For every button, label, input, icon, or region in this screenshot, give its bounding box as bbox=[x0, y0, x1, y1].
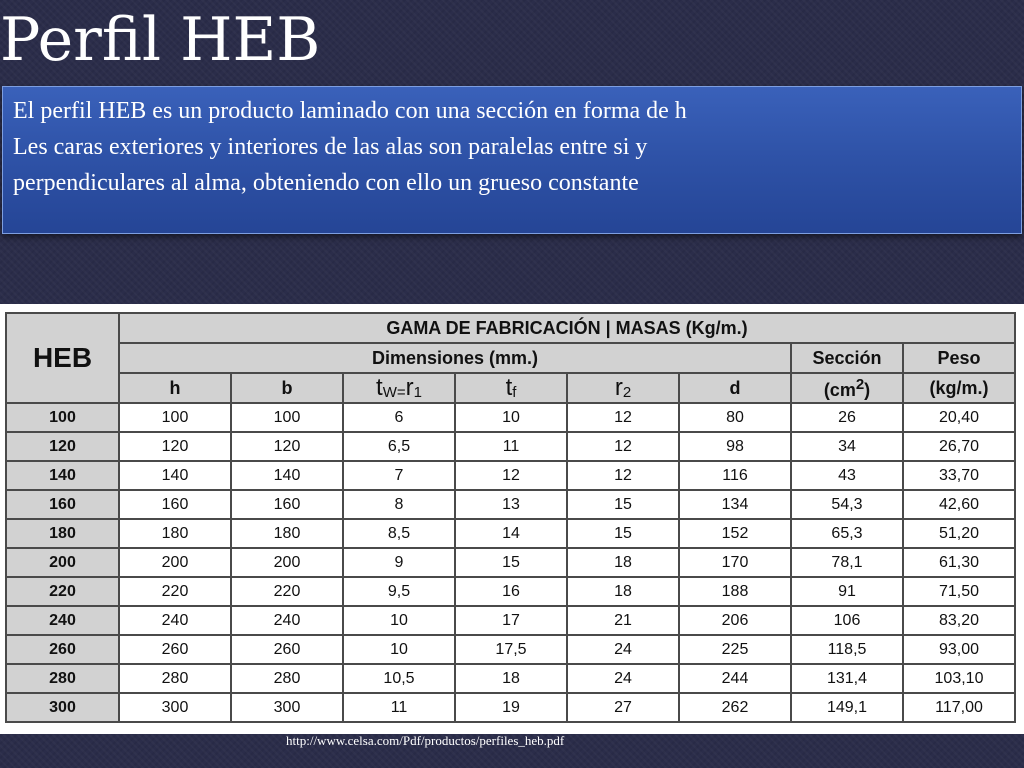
tw-subscript: W= bbox=[382, 384, 406, 401]
table-cell: 180 bbox=[119, 519, 231, 548]
table-cell: 21 bbox=[567, 606, 679, 635]
table-cell: 131,4 bbox=[791, 664, 903, 693]
seccion-unit-exponent: 2 bbox=[855, 375, 865, 393]
row-profile-size: 120 bbox=[6, 432, 119, 461]
description-line: perpendiculares al alma, obteniendo con ello un grueso constante bbox=[13, 170, 639, 196]
row-profile-size: 260 bbox=[6, 635, 119, 664]
slide-title: Perfil HEB bbox=[0, 5, 321, 75]
table-cell: 42,60 bbox=[903, 490, 1015, 519]
table-cell: 20,40 bbox=[903, 403, 1015, 432]
table-cell: 26,70 bbox=[903, 432, 1015, 461]
table-cell: 16 bbox=[455, 577, 567, 606]
table-cell: 240 bbox=[119, 606, 231, 635]
col-header-seccion-unit bbox=[791, 373, 903, 403]
r2-symbol: r bbox=[614, 374, 623, 401]
table-cell: 12 bbox=[567, 461, 679, 490]
table-cell: 18 bbox=[567, 577, 679, 606]
table-cell: 152 bbox=[679, 519, 791, 548]
table-row bbox=[6, 577, 1015, 606]
table-cell: 100 bbox=[119, 403, 231, 432]
table-corner-label: HEB bbox=[6, 313, 119, 403]
description-box bbox=[2, 86, 1022, 234]
table-cell: 15 bbox=[455, 548, 567, 577]
table-row bbox=[6, 461, 1015, 490]
table-cell: 9 bbox=[343, 548, 455, 577]
row-profile-size: 200 bbox=[6, 548, 119, 577]
table-cell: 10 bbox=[343, 635, 455, 664]
table-cell: 220 bbox=[231, 577, 343, 606]
table-cell: 260 bbox=[119, 635, 231, 664]
table-cell: 100 bbox=[231, 403, 343, 432]
table-cell: 118,5 bbox=[791, 635, 903, 664]
header-dimensions: Dimensiones (mm.) bbox=[119, 343, 791, 373]
col-header-peso-unit: (kg/m.) bbox=[903, 373, 1015, 403]
table-cell: 300 bbox=[231, 693, 343, 722]
table-cell: 9,5 bbox=[343, 577, 455, 606]
table-cell: 260 bbox=[231, 635, 343, 664]
table-row bbox=[6, 664, 1015, 693]
table-cell: 240 bbox=[231, 606, 343, 635]
row-profile-size: 240 bbox=[6, 606, 119, 635]
table-cell: 11 bbox=[455, 432, 567, 461]
table-cell: 160 bbox=[231, 490, 343, 519]
table-row bbox=[6, 606, 1015, 635]
table-cell: 12 bbox=[567, 403, 679, 432]
table-cell: 117,00 bbox=[903, 693, 1015, 722]
table-cell: 19 bbox=[455, 693, 567, 722]
table-cell: 200 bbox=[231, 548, 343, 577]
table-cell: 15 bbox=[567, 490, 679, 519]
table-cell: 262 bbox=[679, 693, 791, 722]
table-cell: 300 bbox=[119, 693, 231, 722]
r2-subscript: 2 bbox=[622, 384, 632, 401]
table-row bbox=[6, 432, 1015, 461]
col-header-d: d bbox=[679, 373, 791, 403]
table-cell: 26 bbox=[791, 403, 903, 432]
col-header-h: h bbox=[119, 373, 231, 403]
table-cell: 80 bbox=[679, 403, 791, 432]
table-cell: 106 bbox=[791, 606, 903, 635]
table-cell: 280 bbox=[119, 664, 231, 693]
table-cell: 103,10 bbox=[903, 664, 1015, 693]
table-body bbox=[6, 403, 1015, 722]
heb-table-panel bbox=[0, 304, 1024, 734]
seccion-unit: (cm bbox=[823, 379, 856, 400]
table-cell: 10 bbox=[455, 403, 567, 432]
table-cell: 149,1 bbox=[791, 693, 903, 722]
table-cell: 93,00 bbox=[903, 635, 1015, 664]
table-cell: 8 bbox=[343, 490, 455, 519]
table-cell: 33,70 bbox=[903, 461, 1015, 490]
table-cell: 78,1 bbox=[791, 548, 903, 577]
tf-subscript: f bbox=[512, 384, 517, 401]
table-cell: 6 bbox=[343, 403, 455, 432]
description-line: El perfil HEB es un producto laminado con una sección en forma de h bbox=[13, 98, 687, 124]
table-cell: 34 bbox=[791, 432, 903, 461]
table-cell: 10 bbox=[343, 606, 455, 635]
header-gama: GAMA DE FABRICACIÓN | MASAS (Kg/m.) bbox=[119, 313, 1015, 343]
table-cell: 15 bbox=[567, 519, 679, 548]
tf-symbol: t bbox=[505, 374, 513, 401]
table-row bbox=[6, 693, 1015, 722]
col-header-r2 bbox=[567, 373, 679, 403]
seccion-unit-close: ) bbox=[864, 379, 871, 400]
table-cell: 220 bbox=[119, 577, 231, 606]
col-header-b: b bbox=[231, 373, 343, 403]
table-cell: 12 bbox=[455, 461, 567, 490]
table-cell: 170 bbox=[679, 548, 791, 577]
table-cell: 27 bbox=[567, 693, 679, 722]
table-cell: 14 bbox=[455, 519, 567, 548]
table-cell: 160 bbox=[119, 490, 231, 519]
table-row bbox=[6, 635, 1015, 664]
row-profile-size: 100 bbox=[6, 403, 119, 432]
row-profile-size: 160 bbox=[6, 490, 119, 519]
table-cell: 12 bbox=[567, 432, 679, 461]
table-cell: 134 bbox=[679, 490, 791, 519]
table-cell: 24 bbox=[567, 664, 679, 693]
table-cell: 10,5 bbox=[343, 664, 455, 693]
table-cell: 18 bbox=[455, 664, 567, 693]
table-cell: 83,20 bbox=[903, 606, 1015, 635]
col-header-tw-r1 bbox=[343, 373, 455, 403]
table-cell: 116 bbox=[679, 461, 791, 490]
table-cell: 98 bbox=[679, 432, 791, 461]
table-cell: 51,20 bbox=[903, 519, 1015, 548]
row-profile-size: 280 bbox=[6, 664, 119, 693]
table-cell: 200 bbox=[119, 548, 231, 577]
table-cell: 54,3 bbox=[791, 490, 903, 519]
table-cell: 120 bbox=[231, 432, 343, 461]
table-cell: 91 bbox=[791, 577, 903, 606]
table-cell: 6,5 bbox=[343, 432, 455, 461]
header-seccion: Sección bbox=[791, 343, 903, 373]
table-cell: 180 bbox=[231, 519, 343, 548]
table-cell: 11 bbox=[343, 693, 455, 722]
table-cell: 280 bbox=[231, 664, 343, 693]
r1-symbol: r bbox=[405, 374, 414, 401]
table-row bbox=[6, 490, 1015, 519]
row-profile-size: 180 bbox=[6, 519, 119, 548]
row-profile-size: 140 bbox=[6, 461, 119, 490]
table-cell: 18 bbox=[567, 548, 679, 577]
table-cell: 120 bbox=[119, 432, 231, 461]
source-link[interactable]: http://www.celsa.com/Pdf/productos/perfiles_heb.pdf bbox=[286, 733, 565, 748]
table-cell: 140 bbox=[119, 461, 231, 490]
table-cell: 8,5 bbox=[343, 519, 455, 548]
row-profile-size: 300 bbox=[6, 693, 119, 722]
table-row bbox=[6, 403, 1015, 432]
table-cell: 24 bbox=[567, 635, 679, 664]
r1-subscript: 1 bbox=[413, 384, 422, 401]
heb-table bbox=[5, 312, 1016, 723]
table-cell: 7 bbox=[343, 461, 455, 490]
table-cell: 65,3 bbox=[791, 519, 903, 548]
table-row bbox=[6, 548, 1015, 577]
header-peso: Peso bbox=[903, 343, 1015, 373]
col-header-tf bbox=[455, 373, 567, 403]
row-profile-size: 220 bbox=[6, 577, 119, 606]
description-line: Les caras exteriores y interiores de las alas son paralelas entre si y bbox=[13, 134, 648, 160]
table-cell: 71,50 bbox=[903, 577, 1015, 606]
table-cell: 244 bbox=[679, 664, 791, 693]
table-cell: 17 bbox=[455, 606, 567, 635]
table-row bbox=[6, 519, 1015, 548]
table-cell: 13 bbox=[455, 490, 567, 519]
table-cell: 140 bbox=[231, 461, 343, 490]
table-cell: 225 bbox=[679, 635, 791, 664]
table-cell: 17,5 bbox=[455, 635, 567, 664]
table-cell: 206 bbox=[679, 606, 791, 635]
table-cell: 188 bbox=[679, 577, 791, 606]
tw-symbol: t bbox=[376, 374, 383, 401]
table-cell: 61,30 bbox=[903, 548, 1015, 577]
table-cell: 43 bbox=[791, 461, 903, 490]
